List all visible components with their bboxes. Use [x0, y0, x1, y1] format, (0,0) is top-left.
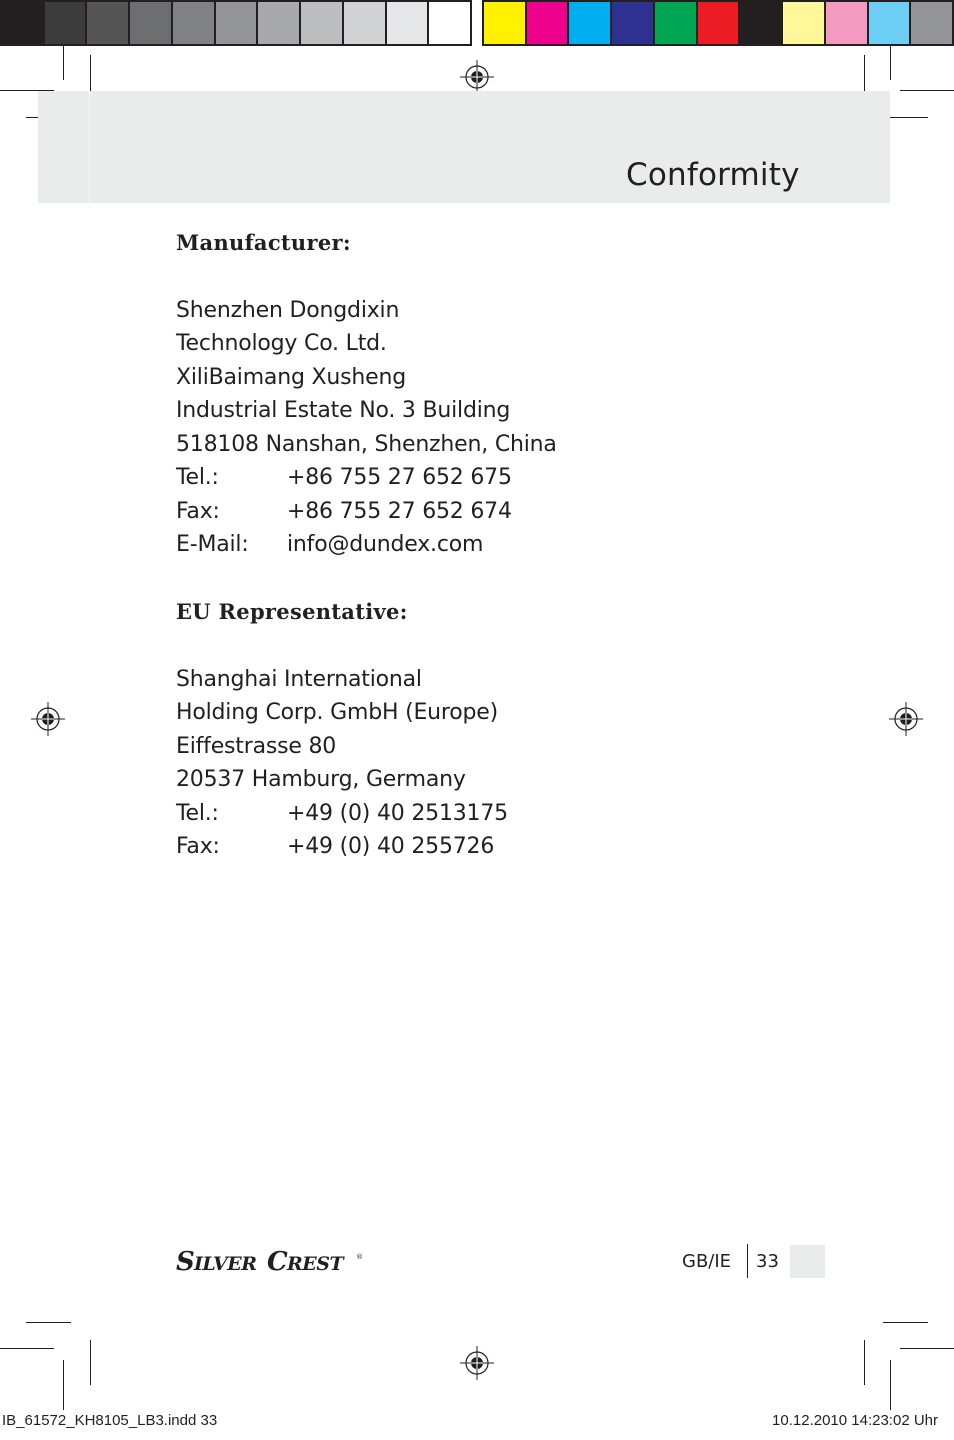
contact-row-tel	[176, 797, 776, 831]
color-swatch	[698, 2, 741, 44]
registration-mark-icon	[31, 702, 65, 736]
process-color-bar	[482, 0, 954, 46]
manufacturer-contacts	[176, 461, 776, 562]
address-line: XiliBaimang Xusheng	[176, 364, 406, 390]
color-swatch	[429, 2, 470, 44]
eu-representative-heading: EU Representative:	[176, 599, 408, 624]
color-swatch	[783, 2, 826, 44]
address-line: Shanghai International	[176, 666, 422, 692]
address-line: 20537 Hamburg, Germany	[176, 767, 466, 792]
contact-value: +49 (0) 40 255726	[287, 834, 495, 859]
crop-mark	[90, 1340, 91, 1385]
color-swatch	[826, 2, 869, 44]
color-swatch	[569, 2, 612, 44]
color-swatch	[2, 2, 45, 44]
svg-text:ILVER: ILVER	[194, 1253, 257, 1275]
address-line: Shenzhen Dongdixin	[176, 297, 400, 323]
color-swatch	[527, 2, 570, 44]
registration-mark-icon	[460, 60, 494, 94]
eu-representative-contacts	[176, 797, 776, 864]
color-swatch	[130, 2, 173, 44]
color-swatch	[740, 2, 783, 44]
header-divider	[89, 91, 90, 203]
crop-mark	[890, 1360, 891, 1410]
crop-mark	[900, 90, 954, 91]
color-swatch	[387, 2, 430, 44]
registration-mark-icon	[889, 702, 923, 736]
contact-value: +86 755 27 652 674	[287, 498, 512, 524]
page-number: 33	[756, 1251, 779, 1272]
contact-row-fax	[176, 495, 776, 529]
crop-mark	[0, 1348, 54, 1349]
registration-mark-icon	[460, 1346, 494, 1380]
address-line: Technology Co. Ltd.	[176, 331, 387, 356]
color-swatch	[869, 2, 912, 44]
page-title: Conformity	[626, 157, 800, 193]
contact-label: Tel.:	[176, 465, 219, 490]
email-link[interactable]: info@dundex.com	[287, 532, 484, 557]
file-slug: IB_61572_KH8105_LB3.indd 33	[2, 1412, 218, 1429]
crop-mark	[63, 1360, 64, 1410]
address-line: Eiffestrasse 80	[176, 733, 337, 759]
conformity-content	[176, 226, 776, 864]
spacer	[176, 260, 776, 294]
spacer	[176, 562, 776, 596]
contact-value: +86 755 27 652 675	[287, 465, 512, 490]
contact-value: +49 (0) 40 2513175	[287, 800, 508, 826]
contact-row-email	[176, 528, 776, 562]
svg-text:C: C	[267, 1247, 287, 1277]
footer-divider	[747, 1244, 748, 1278]
silvercrest-logo	[176, 1243, 366, 1277]
grayscale-color-bar	[0, 0, 472, 46]
crop-mark	[63, 46, 64, 80]
color-swatch	[911, 2, 952, 44]
page-tab	[790, 1245, 825, 1278]
contact-label: Tel.:	[176, 800, 219, 826]
svg-text:®: ®	[356, 1253, 363, 1261]
svg-text:S: S	[176, 1247, 194, 1277]
crop-mark	[883, 1322, 928, 1323]
color-swatch	[612, 2, 655, 44]
contact-label: Fax:	[176, 834, 220, 859]
address-line: Holding Corp. GmbH (Europe)	[176, 700, 499, 725]
manufacturer-heading: Manufacturer:	[176, 230, 351, 255]
contact-row-fax	[176, 830, 776, 864]
color-swatch	[301, 2, 344, 44]
contact-label: Fax:	[176, 498, 220, 524]
color-swatch	[45, 2, 88, 44]
crop-mark	[890, 46, 891, 80]
color-swatch	[87, 2, 130, 44]
crop-mark	[26, 1322, 71, 1323]
crop-mark	[864, 1340, 865, 1385]
address-line: 518108 Nanshan, Shenzhen, China	[176, 431, 557, 457]
color-swatch	[216, 2, 259, 44]
color-swatch	[258, 2, 301, 44]
color-swatch	[655, 2, 698, 44]
contact-row-tel	[176, 461, 776, 495]
contact-label: E-Mail:	[176, 532, 249, 557]
color-swatch	[484, 2, 527, 44]
address-line: Industrial Estate No. 3 Building	[176, 398, 511, 423]
eu-representative-address	[176, 663, 776, 797]
spacer	[176, 629, 776, 663]
color-swatch	[173, 2, 216, 44]
timestamp-slug: 10.12.2010 14:23:02 Uhr	[772, 1412, 938, 1429]
crop-mark	[900, 1348, 954, 1349]
svg-text:REST: REST	[287, 1253, 344, 1275]
region-code: GB/IE	[682, 1251, 732, 1272]
color-swatch	[344, 2, 387, 44]
manufacturer-address	[176, 294, 776, 462]
